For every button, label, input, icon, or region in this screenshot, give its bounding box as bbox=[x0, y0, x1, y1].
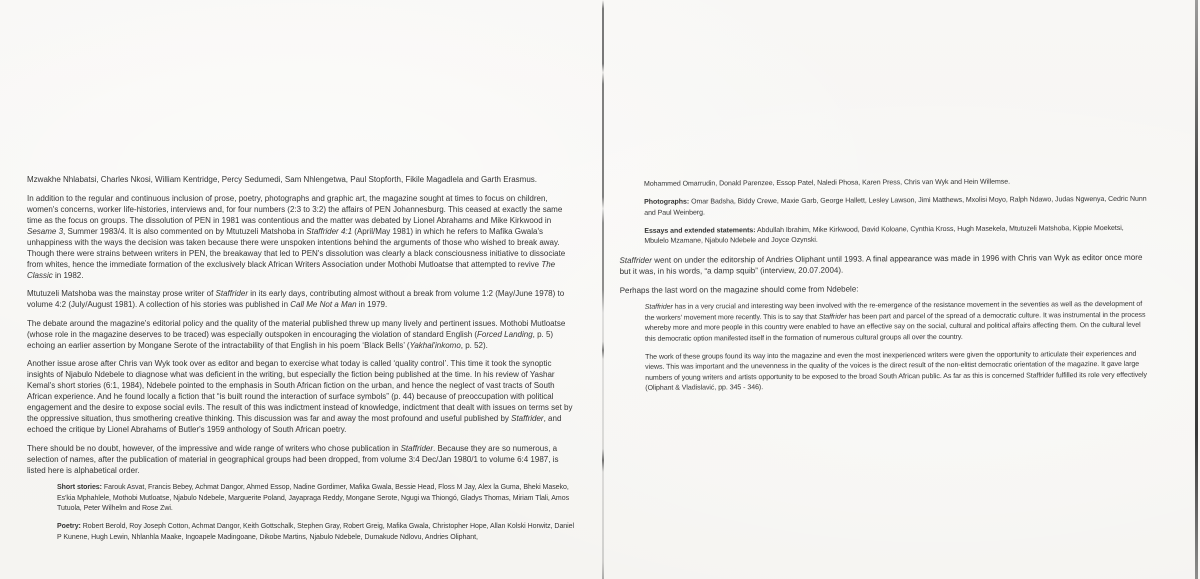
text-run: Call Me Not a Man bbox=[290, 300, 357, 309]
page-edge-line bbox=[1195, 0, 1198, 579]
text-run: went on under the editorship of Andries Oliphant until 1993. A final appearance was made in 1996 with Chris van Wyk as editor once more but it was, in his words, “a damp squib” (interview, 20.07.2004). bbox=[619, 252, 1143, 276]
text-run: , p. 5) echoing an earlier assertion by Mongane Serote of the intractability of that English in his poem ‘Black Bells’ ( bbox=[27, 329, 554, 350]
text-run: , Summer 1983/4. It is also commented on by Mtutuzeli Matshoba in bbox=[63, 226, 307, 236]
quality-control-paragraph bbox=[27, 358, 575, 435]
text-run: Staffrider bbox=[511, 414, 544, 423]
text-run: Farouk Asvat, Francis Bebey, Achmat Dangor, Ahmed Essop, Nadine Gordimer, Mafika Gwala, Bessie Head, Floss M Jay, Alex la Guma, Bheki Maseko, Es'kia Mphahlele, Mothobi Mutloatse, Njabulo Ndebele, Marguerite Poland, Jayapraga Reddy, Mongane Serote, Ngugi wa Thiongó, Gladys Thomas, Miriam Tlali, Amos Tutuola, Peter Wilhelm and Rose Zwi. bbox=[57, 484, 570, 512]
text-run: Staffrider bbox=[400, 443, 434, 453]
text-run: . Because they are so numerous, a selection of names, after the publication of material in geographical groups had been dropped, from volume 3:4 Dec/Jan 1980/1 to volume 6:4 1987, is listed here is alphabetical order. bbox=[27, 443, 559, 475]
text-run: has been part and parcel of the spread of a democratic culture. It was instrumental in the process whereby more and more people in this country were enabled to have an effective say on the social, cultural and political affairs affecting them. On the cultural level this democratic option manifested itself in the formation of numerous cultural groups all over the country. bbox=[644, 311, 1146, 343]
poetry-list bbox=[57, 522, 575, 543]
text-run: Photographs: bbox=[644, 198, 690, 206]
text-run: Abdullah Ibrahim, Mike Kirkwood, David Koloane, Cynthia Kross, Hugh Masekela, Mtutuzeli Matshoba, Kippie Moeketsi, Mbulelo Mzamane, Njabulo Ndebele and Joyce Ozynski. bbox=[644, 224, 1124, 245]
text-run: Another issue arose after Chris van Wyk took over as editor and began to exercise what today is called ‘quality control’. This time it took the synoptic insights of Njabulo Ndebele to diagnose what was deficient in the writing, but especially the fiction being published at the time. In his review of Yashar Kemal's short stories (6:1, 1984), Ndebele pointed to the emphasis in South African fiction on the urban, and hence the neglect of vast tracts of South African experience. And he found locally a fiction that “is built round the interaction of surface symbols” (p. 44) because of preoccupation with political engagement and the desire to expose social evils. The result of this was indictment instead of knowledge, indictment that dealt with issues on terms set by the oppressive situation, thus smothering creative thinking. This discussion was far and away the most profound and useful published by bbox=[27, 359, 573, 423]
pen-dissolution-paragraph bbox=[27, 193, 575, 281]
text-run: in 1979. bbox=[356, 300, 388, 309]
left-page-text-block bbox=[27, 174, 575, 551]
writers-range-paragraph bbox=[27, 443, 575, 476]
right-page bbox=[605, 0, 1195, 579]
last-word-paragraph bbox=[620, 281, 1148, 295]
text-run: Mzwakhe Nhlabatsi, Charles Nkosi, William Kentridge, Percy Sedumedi, Sam Nhlengetwa, Paul Stopforth, Fikile Magadlela and Garth Erasmus. bbox=[27, 175, 537, 184]
text-run: Sesame 3 bbox=[27, 226, 64, 236]
text-run: The work of these groups found its way into the magazine and even the most inexperienced writers were given the opportunity to articulate their experiences and views. This was important and the unevenness in the quality of the voices is the direct result of the non-elitist democratic orientation of the magazine. It gave large numbers of young writers and artists opportunity to be exposed to the broad South African public. As far as this is concerned Staffrider fulfilled its role very effectively (Oliphant & Vladislavić, pp. 345 - 346). bbox=[645, 350, 1148, 392]
text-run: The debate around the magazine's editorial policy and the quality of the material published threw up many lively and pertinent issues. Mothobi Mutloatse (whose role in the magazine deserves to be traced) was especially outspoken in encouraging the violation of standard English ( bbox=[27, 318, 566, 339]
artists-names-line bbox=[27, 174, 575, 185]
text-run: Robert Berold, Roy Joseph Cotton, Achmat Dangor, Keith Gottschalk, Stephen Gray, Robert Greig, Mafika Gwala, Christopher Hope, Allan Kolski Horwitz, Daniel P Kunene, Hugh Lewin, Nhlanhla Maake, Ingoapele Madingoane, Dikobe Martins, Njabulo Ndebele, Dumakude Ndlovu, Andries Oliphant, bbox=[57, 523, 575, 541]
text-run: Short stories: bbox=[57, 484, 102, 491]
short-stories-list bbox=[57, 483, 575, 515]
text-run: in 1982. bbox=[52, 270, 84, 280]
text-run: in its early days, contributing almost without a break from volume 1:2 (May/June 1978) to volume 4:2 (July/August 1981). A collection of his stories was published in bbox=[27, 289, 565, 309]
editorial-debate-paragraph bbox=[27, 318, 575, 351]
ndebele-quote-2 bbox=[645, 349, 1148, 394]
text-run: In addition to the regular and continuous inclusion of prose, poetry, photographs and graphic art, the magazine sought at times to focus on children, women's concerns, worker life-histories, interviews and, for four numbers (2:3 to 3:2) the affairs of PEN Johannesburg. This ceased at exactly the same time as the focus on groups. The dissolution of PEN in 1981 was contentious and the matter was debated by Lionel Abrahams and Mike Kirkwood in bbox=[27, 193, 563, 225]
page-gutter-line bbox=[602, 0, 604, 579]
text-run: , p. 52). bbox=[460, 340, 488, 350]
text-run: There should be no doubt, however, of the impressive and wide range of writers who chose publication in bbox=[27, 443, 401, 453]
text-run: , and echoed the critique by Lionel Abrahams of Butler's 1959 anthology of South African poetry. bbox=[27, 414, 562, 434]
text-run: Poetry: bbox=[57, 523, 81, 530]
text-run: Forced Landing bbox=[477, 329, 533, 339]
text-run: Staffrider bbox=[215, 289, 248, 298]
photographs-list bbox=[644, 195, 1147, 219]
text-run: Staffrider 4:1 bbox=[306, 226, 353, 236]
text-run: has in a very crucial and interesting way been involved with the re-emergence of the resistance movement in the seventies as well as the development of the workers' movement more recently. This is to say that bbox=[644, 300, 1143, 322]
essays-list bbox=[644, 223, 1147, 247]
text-run: Yakhal'inkomo bbox=[409, 340, 461, 350]
text-run: Mohammed Omarrudin, Donald Parenzee, Essop Patel, Naledi Phosa, Karen Press, Chris van Wyk and Hein Willemse. bbox=[644, 178, 1011, 188]
oliphant-editorship-paragraph bbox=[619, 252, 1147, 277]
text-run: (April/May 1981) in which he refers to Mafika Gwala's unhappiness with the ways the decision was taken because there were unspoken intentions behind the arguments of those who wished to break away. Though there were strains between writers in PEN, the breakaway that led to PEN's dissolution was clearly a black consciousness initiative to dissociate from whites, hence the immediate formation of the exclusively black African Writers Association under Mothobi Mutloatse that attempted to revive bbox=[27, 226, 566, 269]
text-run: Staffrider bbox=[619, 255, 652, 265]
text-run: Omar Badsha, Biddy Crewe, Maxie Garb, George Hallett, Lesley Lawson, Jimi Matthews, Mxolisi Moyo, Ralph Ndawo, Judas Ngwenya, Cedric Nunn and Paul Weinberg. bbox=[644, 195, 1147, 217]
text-run: Essays and extended statements: bbox=[644, 226, 756, 235]
text-run: Staffrider bbox=[644, 303, 673, 311]
text-run: Staffrider bbox=[818, 313, 847, 321]
poetry-list-continuation bbox=[644, 177, 1147, 191]
matshoba-paragraph bbox=[27, 288, 575, 310]
right-page-text-block bbox=[619, 177, 1148, 402]
text-run: Perhaps the last word on the magazine should come from Ndebele: bbox=[619, 284, 859, 295]
text-run: The Classic bbox=[27, 259, 556, 280]
ndebele-quote-1 bbox=[645, 300, 1148, 345]
text-run: Mtutuzeli Matshoba was the mainstay prose writer of bbox=[27, 289, 216, 298]
